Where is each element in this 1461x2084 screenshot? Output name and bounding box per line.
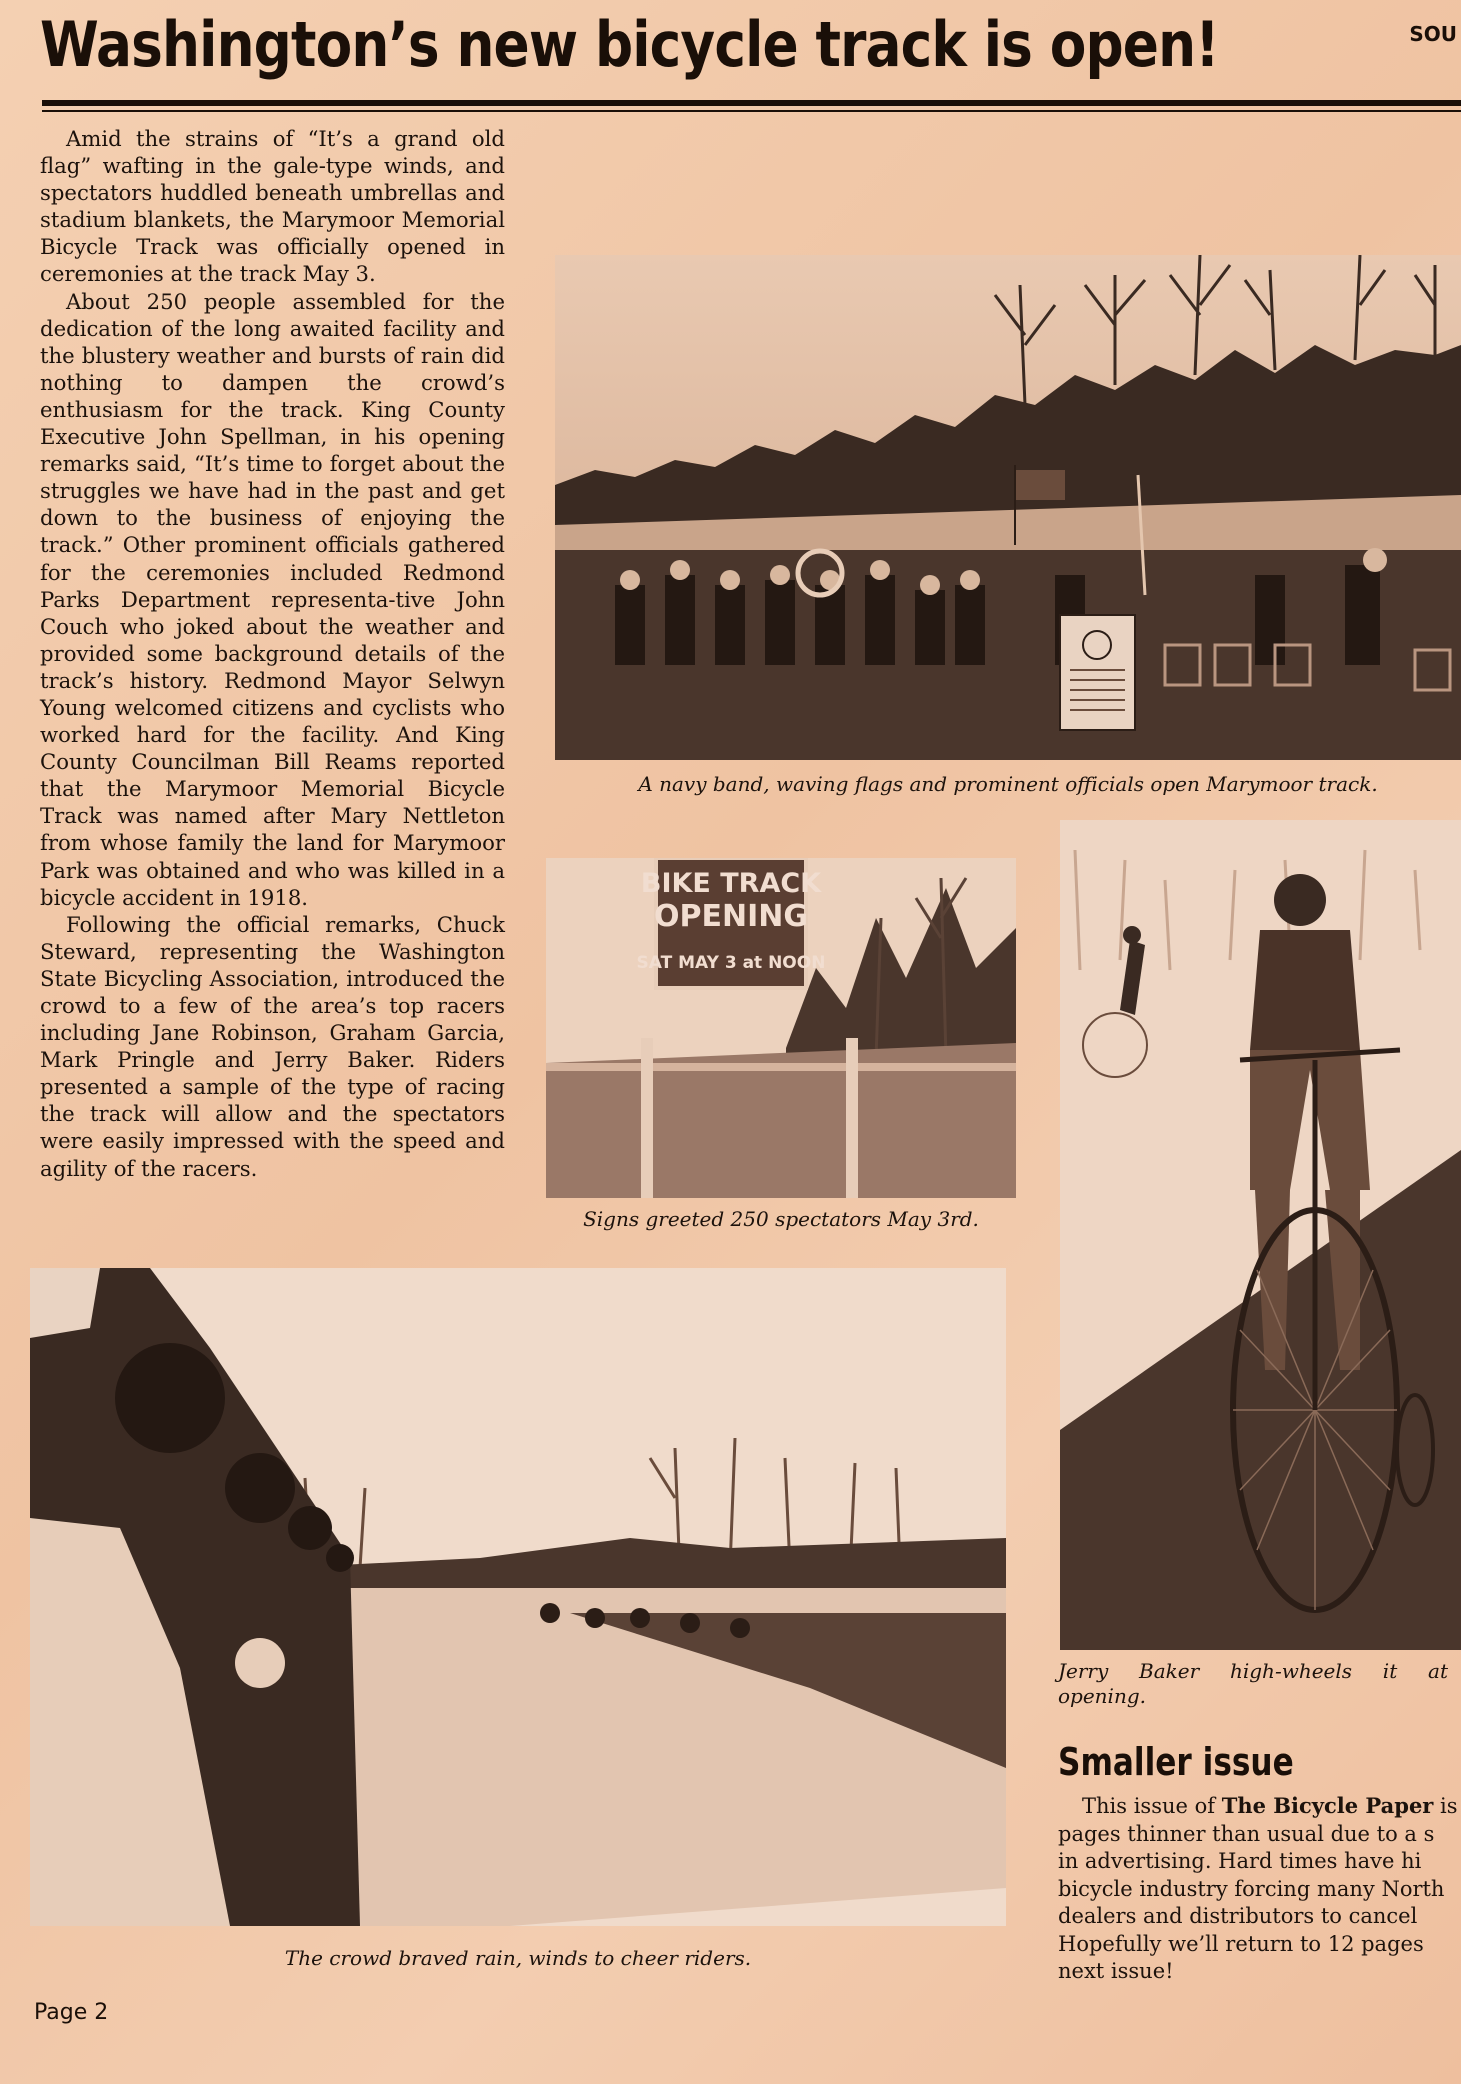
headline-rule <box>42 100 1461 106</box>
sidebar-line-2: pages thinner than usual due to a s <box>1058 1821 1435 1846</box>
sign-photo <box>546 858 1016 1198</box>
article-paragraph-3: Following the official remarks, Chuck Steward, representing the Washington State Bicycling Association, introduced the crowd to a few of the area’s top racers including Jane Robinson, Graham Garcia, Mark Pringle and Jerry Baker. Riders presented a sample of the type of racing the track will allow and the spectators were easily impressed with the speed and agility of the racers. <box>40 911 505 1181</box>
sign-photo-caption: Signs greeted 250 spectators May 3rd. <box>583 1207 979 1231</box>
highwheel-caption-line-1: Jerry Baker high-wheels it at <box>1058 1659 1448 1683</box>
sidebar-line-3: in advertising. Hard times have hi <box>1058 1849 1422 1873</box>
corner-label: SOU <box>1409 22 1457 46</box>
article-body <box>40 125 505 1182</box>
sidebar-body <box>1058 1792 1461 1986</box>
headline-rule-thin <box>42 110 1461 112</box>
headline: Washington’s new bicycle track is open! <box>40 8 1219 81</box>
crowd-photo <box>30 1268 1006 1926</box>
highwheel-photo <box>1060 820 1461 1650</box>
article-paragraph-1: Amid the strains of “It’s a grand old flag” wafting in the gale-type winds, and spectators huddled beneath umbrellas and stadium blankets, the Marymoor Memorial Bicycle Track was officially opened in ceremonies at the track May 3. <box>40 126 505 287</box>
article-paragraph-2: About 250 people assembled for the dedication of the long awaited facility and the blustery weather and bursts of rain did nothing to dampen the crowd’s enthusiasm for the track. King County Executive John Spellman, in his opening remarks said, “It’s time to forget about the struggles we have had in the past and get down to the business of enjoying the track.” Other prominent officials gathered for the ceremonies included Redmond Parks Department representa-tive John Couch who joked about the weather and provided some background details of the track’s history. Redmond Mayor Selwyn Young welcomed citizens and cyclists who worked hard for the facility. And King County Councilman Bill Reams reported that the Marymoor Memorial Bicycle Track was named after Mary Nettleton from whose family the land for Marymoor Park was obtained and who was killed in a bicycle accident in 1918. <box>40 288 505 910</box>
sign-line-1: BIKE TRACK <box>640 868 822 899</box>
highwheel-photo-caption <box>1058 1659 1448 1709</box>
sign-line-2: OPENING <box>654 899 808 934</box>
page-number: Page 2 <box>34 2000 109 2025</box>
sidebar-line-6: Hopefully we’ll return to 12 pages <box>1058 1931 1424 1956</box>
sidebar-line-5: dealers and distributors to cancel <box>1058 1904 1418 1928</box>
band-photo-caption: A navy band, waving flags and prominent officials open Marymoor track. <box>638 772 1378 796</box>
sidebar-line-1: This issue of The Bicycle Paper is <box>1082 1793 1458 1818</box>
sign-line-3: SAT MAY 3 at NOON <box>636 953 826 973</box>
sidebar-line-4: bicycle industry forcing many North <box>1058 1876 1445 1901</box>
highwheel-caption-line-2: opening. <box>1058 1684 1146 1708</box>
sidebar-title: Smaller issue <box>1058 1740 1294 1784</box>
publication-name: The Bicycle Paper <box>1221 1793 1434 1818</box>
crowd-photo-caption: The crowd braved rain, winds to cheer riders. <box>284 1946 752 1970</box>
band-photo <box>555 255 1461 760</box>
sidebar-line-7: next issue! <box>1058 1959 1174 1983</box>
